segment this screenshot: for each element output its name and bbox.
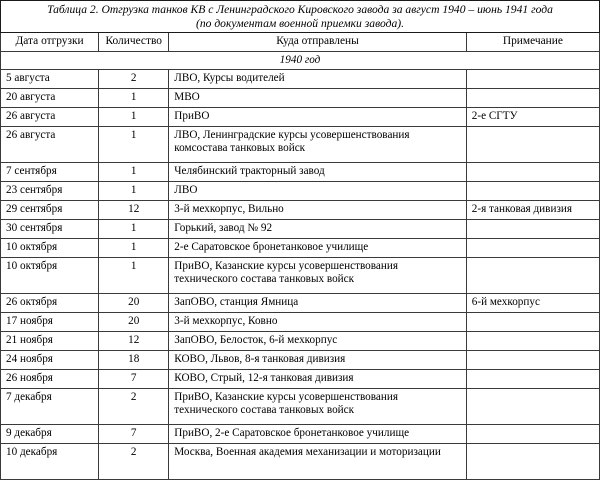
table-body <box>1 1 600 480</box>
cell-date: 26 октября <box>1 294 99 313</box>
column-header-quantity: Количество <box>99 33 169 51</box>
cell-quantity: 20 <box>99 313 169 332</box>
cell-quantity: 20 <box>99 294 169 313</box>
cell-date: 20 августа <box>1 89 99 108</box>
table-title-line-2: (по документам военной приемки завода). <box>195 16 405 30</box>
table-title-cell <box>1 1 600 33</box>
cell-destination: Горький, завод № 92 <box>169 220 466 239</box>
table-row <box>1 108 600 127</box>
cell-date: 29 сентября <box>1 201 99 220</box>
cell-destination: 3-й мехкорпус, Вильно <box>169 201 466 220</box>
table-row <box>1 444 600 480</box>
cell-quantity: 18 <box>99 351 169 370</box>
cell-destination: ЛВО, Ленинградские курсы усовершенствования комсостава танковых войск <box>169 127 466 163</box>
cell-date: 26 августа <box>1 127 99 163</box>
cell-quantity: 1 <box>99 127 169 163</box>
table-header-row <box>1 33 600 51</box>
cell-date: 10 октября <box>1 239 99 258</box>
cell-destination: ЗапОВО, станция Ямница <box>169 294 466 313</box>
cell-note: 2-е СГТУ <box>466 108 599 127</box>
cell-note <box>466 258 599 294</box>
cell-destination: 3-й мехкорпус, Ковно <box>169 313 466 332</box>
cell-note: 6-й мехкорпус <box>466 294 599 313</box>
cell-destination: ПриВО <box>169 108 466 127</box>
cell-destination: ЛВО <box>169 182 466 201</box>
cell-date: 10 декабря <box>1 444 99 480</box>
cell-note <box>466 163 599 182</box>
cell-quantity: 1 <box>99 239 169 258</box>
cell-date: 26 ноября <box>1 370 99 389</box>
cell-date: 21 ноября <box>1 332 99 351</box>
table-row <box>1 89 600 108</box>
cell-destination: ПриВО, 2-е Саратовское бронетанковое училище <box>169 425 466 444</box>
table-row <box>1 389 600 425</box>
cell-destination: МВО <box>169 89 466 108</box>
cell-quantity: 2 <box>99 389 169 425</box>
year-group-row <box>1 51 600 69</box>
table-row <box>1 70 600 89</box>
table-row <box>1 201 600 220</box>
cell-destination: КОВО, Стрый, 12-я танковая дивизия <box>169 370 466 389</box>
cell-note <box>466 89 599 108</box>
cell-quantity: 1 <box>99 89 169 108</box>
cell-quantity: 1 <box>99 108 169 127</box>
cell-date: 5 августа <box>1 70 99 89</box>
cell-date: 7 декабря <box>1 389 99 425</box>
table-row <box>1 370 600 389</box>
cell-destination: КОВО, Львов, 8-я танковая дивизия <box>169 351 466 370</box>
cell-note <box>466 70 599 89</box>
cell-note <box>466 370 599 389</box>
cell-note <box>466 127 599 163</box>
cell-date: 7 сентября <box>1 163 99 182</box>
table-row <box>1 182 600 201</box>
cell-quantity: 7 <box>99 370 169 389</box>
cell-note <box>466 351 599 370</box>
table-row <box>1 127 600 163</box>
cell-quantity: 7 <box>99 425 169 444</box>
table-title-row <box>1 1 600 33</box>
cell-note <box>466 239 599 258</box>
cell-quantity: 1 <box>99 163 169 182</box>
cell-quantity: 12 <box>99 201 169 220</box>
cell-note <box>466 182 599 201</box>
cell-date: 10 октября <box>1 258 99 294</box>
cell-destination: ЗапОВО, Белосток, 6-й мехкорпус <box>169 332 466 351</box>
cell-date: 23 сентября <box>1 182 99 201</box>
cell-destination: Москва, Военная академия механизации и моторизации <box>169 444 466 480</box>
cell-quantity: 2 <box>99 444 169 480</box>
column-header-destination: Куда отправлены <box>169 33 466 51</box>
table-row <box>1 351 600 370</box>
table-row <box>1 425 600 444</box>
cell-destination: Челябинский тракторный завод <box>169 163 466 182</box>
table-row <box>1 294 600 313</box>
cell-quantity: 1 <box>99 182 169 201</box>
cell-note <box>466 444 599 480</box>
cell-quantity: 1 <box>99 258 169 294</box>
cell-note <box>466 220 599 239</box>
table-row <box>1 163 600 182</box>
table-row <box>1 220 600 239</box>
cell-date: 17 ноября <box>1 313 99 332</box>
cell-destination: ПриВО, Казанские курсы усовершенствования технического состава танковых войск <box>169 258 466 294</box>
cell-date: 9 декабря <box>1 425 99 444</box>
cell-date: 24 ноября <box>1 351 99 370</box>
cell-note <box>466 389 599 425</box>
cell-note: 2-я танковая дивизия <box>466 201 599 220</box>
year-group-label: 1940 год <box>1 51 600 69</box>
table-row <box>1 332 600 351</box>
cell-note <box>466 425 599 444</box>
column-header-note: Примечание <box>466 33 599 51</box>
column-header-date: Дата отгрузки <box>1 33 99 51</box>
cell-quantity: 1 <box>99 220 169 239</box>
cell-destination: ЛВО, Курсы водителей <box>169 70 466 89</box>
cell-note <box>466 332 599 351</box>
cell-date: 30 сентября <box>1 220 99 239</box>
table-title-line-1: Таблица 2. Отгрузка танков КВ с Ленинградского Кировского завода за август 1940 – июнь 1941 года <box>47 3 553 16</box>
cell-date: 26 августа <box>1 108 99 127</box>
cell-note <box>466 313 599 332</box>
table-row <box>1 239 600 258</box>
cell-destination: ПриВО, Казанские курсы усовершенствования технического состава танковых войск <box>169 389 466 425</box>
table-row <box>1 313 600 332</box>
table-row <box>1 258 600 294</box>
cell-quantity: 12 <box>99 332 169 351</box>
cell-quantity: 2 <box>99 70 169 89</box>
cell-destination: 2-е Саратовское бронетанковое училище <box>169 239 466 258</box>
